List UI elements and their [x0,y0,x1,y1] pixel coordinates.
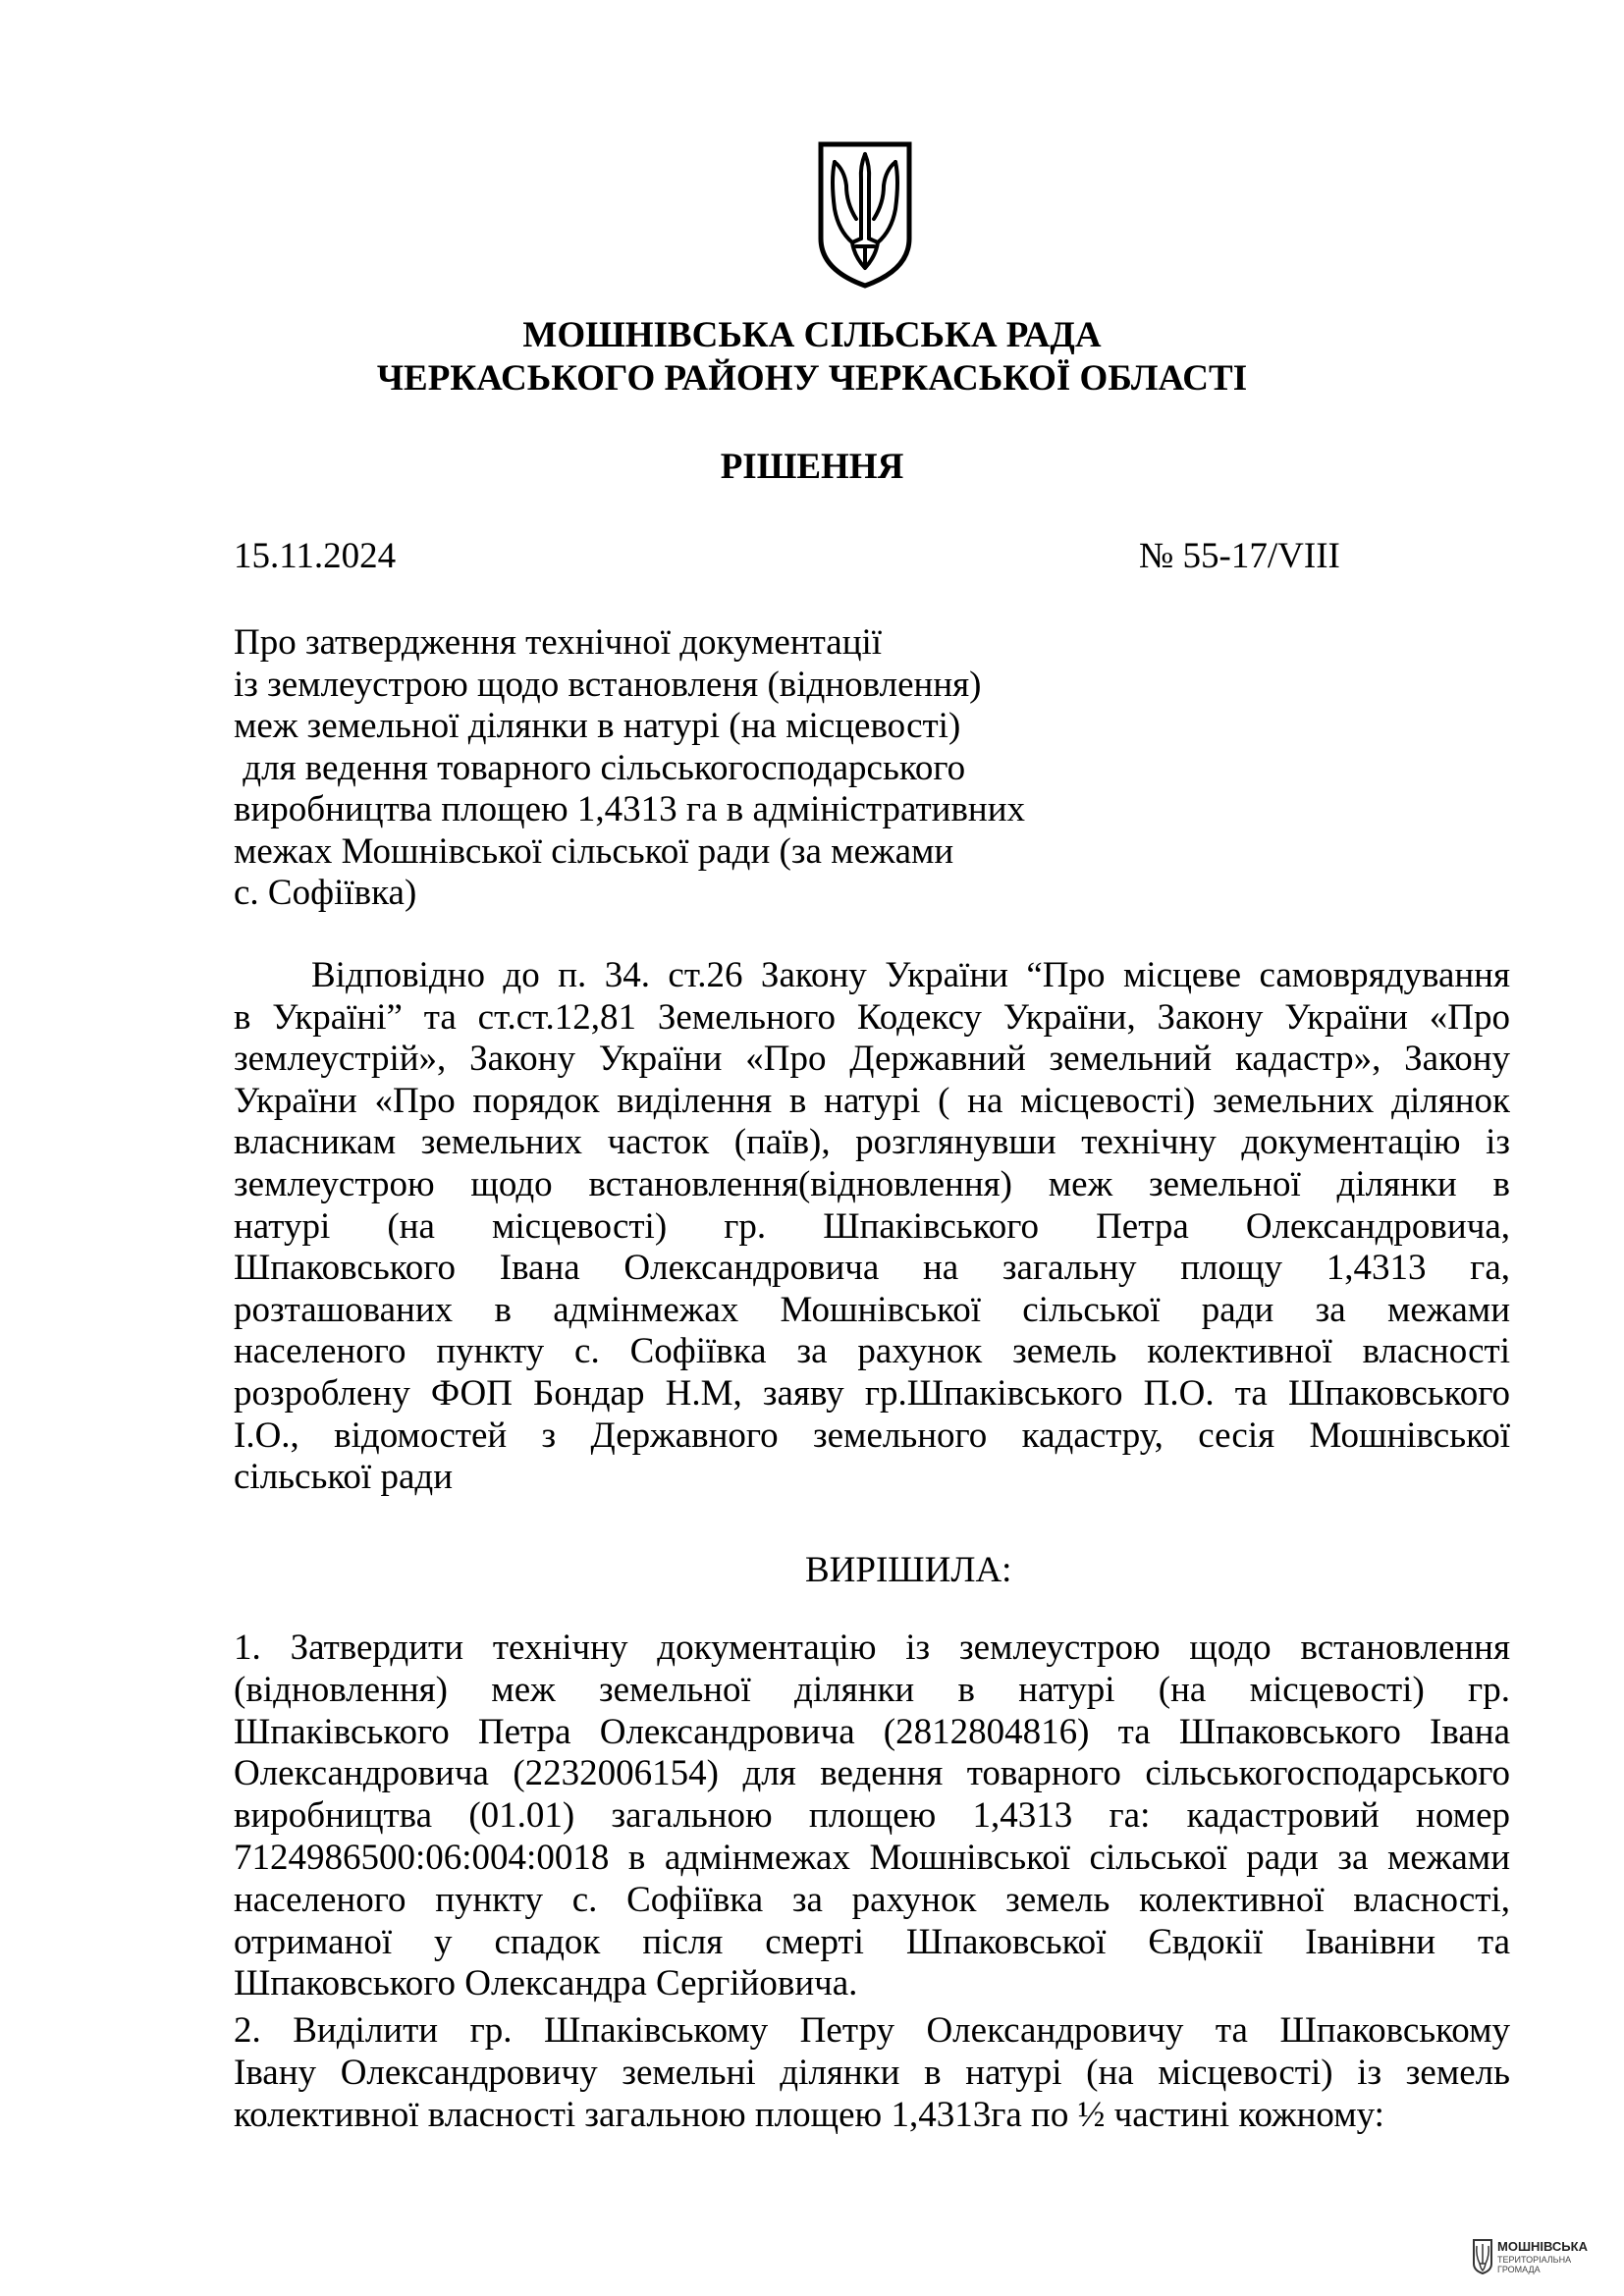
council-name: МОШНІВСЬКА СІЛЬСЬКА РАДА [522,315,1102,355]
community-brand-subtitle: ТЕРИТОРІАЛЬНА ГРОМАДА [1497,2255,1572,2274]
subject-line: меж земельної ділянки в натурі (на місцевості) [234,706,961,746]
preamble-line: сільської ради [234,1457,454,1498]
subject-line: із землеустрою щодо встановленя (відновлення) [234,664,982,705]
item-1-line: 7124986500:06:004:0018 в адмінмежах Мошнівської сільської ради за межами [234,1837,1510,1878]
subject-line: Про затвердження технічної документації [234,622,883,663]
decision-number: № 55-17/VIII [1139,536,1340,576]
item-1-line: (відновлення) меж земельної ділянки в натурі (на місцевості) гр. [234,1669,1510,1710]
item-1-line: отриманої у спадок після смерті Шпаковської Євдокії Іванівни та [234,1921,1510,1962]
resolution-item-1 [234,1628,1510,2005]
item-2-line: 2. Виділити гр. Шпаківському Петру Олександровичу та Шпаковському [234,2010,1510,2051]
item-2-line: Івану Олександровичу земельні ділянки в натурі (на місцевості) із земель [234,2052,1510,2093]
preamble-line: землеустрій», Закону України «Про Державний земельний кадастр», Закону [234,1039,1510,1080]
preamble-line: землеустрою щодо встановлення(відновлення) меж земельної ділянки в [234,1163,1510,1204]
preamble-line: власникам земельних часток (паїв), розглянувши технічну документацію із [234,1122,1510,1163]
preamble-line: натурі (на місцевості) гр. Шпаківського Петра Олександровича, [234,1205,1510,1247]
item-1-line: Шпаковського Олександра Сергійовича. [234,1963,858,2004]
preamble-line: населеного пункту с. Софіївка за рахунок земель колективної власності [234,1331,1510,1372]
item-1-line: 1. Затвердити технічну документацію із землеустрою щодо встановлення [234,1628,1510,1668]
preamble-line: Відповідно до п. 34. ст.26 Закону України “Про місцеве самоврядування [311,955,1510,995]
preamble-paragraph [234,955,1510,1499]
item-2-line: колективної власності загальною площею 1,4313га по ½ частині кожному: [234,2094,1384,2135]
item-1-line: виробництва (01.01) загальною площею 1,4313 га: кадастровий номер [234,1795,1510,1837]
resolved-heading: ВИРІШИЛА: [805,1550,1012,1590]
item-1-line: населеного пункту с. Софіївка за рахунок земель колективної власності, [234,1879,1510,1920]
item-1-line: Шпаківського Петра Олександровича (2812804816) та Шпаковського Івана [234,1711,1510,1752]
resolution-item-2 [234,2010,1510,2136]
preamble-line: в Україні” та ст.ст.12,81 Земельного Кодексу України, Закону України «Про [234,996,1510,1038]
preamble-line: І.О., відомостей з Державного земельного кадастру, сесія Мошнівської [234,1415,1510,1456]
document-type-title: РІШЕННЯ [720,447,904,487]
subject-line: с. Софіївка) [234,873,417,913]
subject-line: для ведення товарного сільськогосподарського [234,747,966,788]
preamble-line: розроблену ФОП Бондар Н.М, заяву гр.Шпаківського П.О. та Шпаковського [234,1372,1510,1414]
item-1-line: Олександровича (2232006154) для ведення товарного сільськогосподарського [234,1753,1510,1794]
decision-date: 15.11.2024 [234,536,397,576]
trident-mark-icon [1472,2238,1493,2275]
preamble-line: розташованих в адмінмежах Мошнівської сільської ради за межами [234,1289,1510,1330]
subject-line: виробництва площею 1,4313 га в адміністративних [234,789,1026,829]
community-brand-name: МОШНІВСЬКА [1497,2239,1588,2254]
community-logo [1472,2234,1619,2283]
trident-emblem-icon [817,140,913,290]
subject-line: межах Мошнівської сільської ради (за межами [234,830,954,872]
preamble-line: Шпаковського Івана Олександровича на загальну площу 1,4313 га, [234,1248,1510,1289]
preamble-line: України «Про порядок виділення в натурі ( на місцевості) земельних ділянок [234,1080,1510,1121]
council-district: ЧЕРКАСЬКОГО РАЙОНУ ЧЕРКАСЬКОЇ ОБЛАСТІ [376,358,1248,399]
decision-subject [234,622,1117,915]
